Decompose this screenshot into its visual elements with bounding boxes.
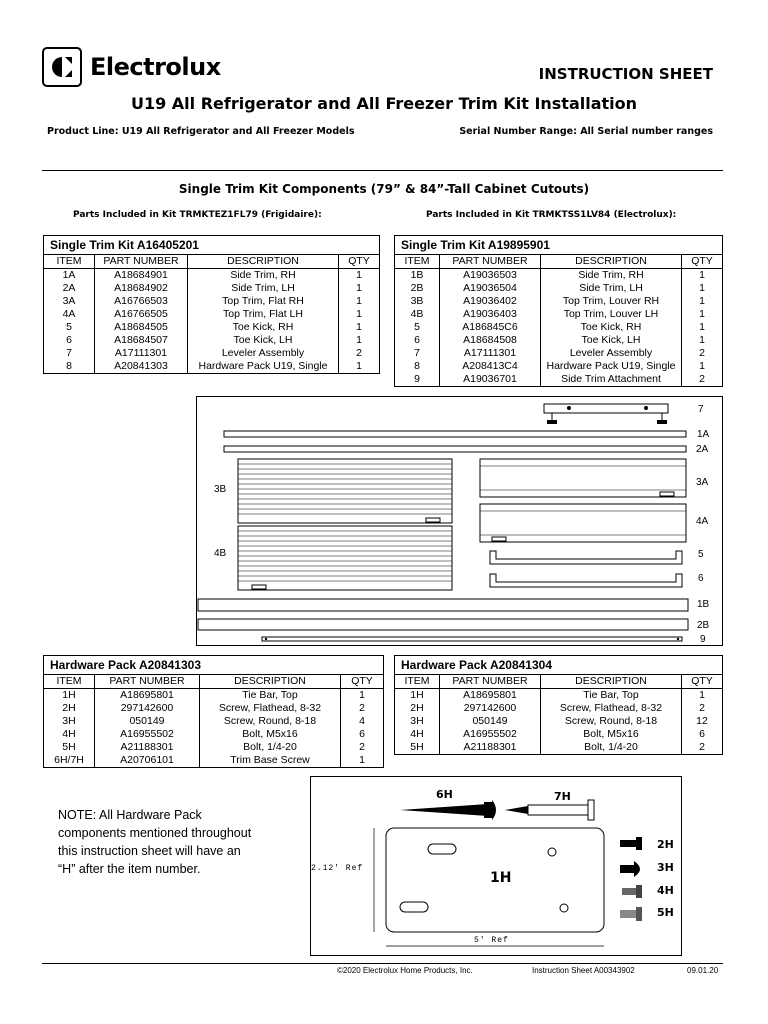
table-title: Hardware Pack A20841304	[395, 656, 723, 675]
page-title: U19 All Refrigerator and All Freezer Trim Kit Installation	[130, 94, 638, 113]
table-row	[44, 334, 380, 347]
col-item: ITEM	[44, 675, 95, 689]
cell-item: 7	[414, 347, 420, 359]
cell-item: 2A	[62, 282, 76, 294]
cell-description: Screw, Round, 8-18	[200, 715, 341, 728]
hardware-note	[58, 806, 258, 878]
cell-qty: 2	[682, 702, 723, 715]
label-4h: 4H	[657, 884, 674, 897]
footer-divider	[42, 963, 723, 964]
table-title: Single Trim Kit A16405201	[44, 236, 380, 255]
cell-qty: 1	[682, 334, 723, 347]
cell-qty: 1	[682, 308, 723, 321]
cell-qty: 1	[341, 689, 384, 703]
label-3h: 3H	[657, 861, 674, 874]
top-trim-louver-3b-part	[238, 459, 452, 523]
cell-qty: 6	[341, 728, 384, 741]
screw-flathead-2h	[620, 837, 642, 850]
col-part-number: PART NUMBER	[95, 255, 188, 269]
cell-description: Hardware Pack U19, Single	[188, 360, 339, 374]
label-3b: 3B	[214, 484, 227, 495]
cell-description: Top Trim, Louver LH	[541, 308, 682, 321]
label-1h: 1H	[490, 870, 512, 886]
cell-item: 1B	[410, 269, 424, 281]
cell-qty: 1	[682, 689, 723, 703]
cell-part-number: A17111301	[95, 347, 188, 360]
label-2a: 2A	[696, 444, 709, 455]
cell-description: Side Trim Attachment	[541, 373, 682, 387]
col-description: DESCRIPTION	[188, 255, 339, 269]
cell-description: Side Trim, RH	[188, 269, 339, 283]
table-row	[395, 360, 723, 373]
cell-description: Tie Bar, Top	[200, 689, 341, 703]
cell-item: 3H	[62, 715, 76, 727]
cell-part-number: A19036503	[440, 269, 541, 283]
side-trim-1b-part	[198, 599, 688, 611]
cell-qty: 2	[341, 741, 384, 754]
cell-part-number: A18684508	[440, 334, 541, 347]
brand-logo	[42, 44, 232, 90]
table-row	[395, 715, 723, 728]
trim-base-screw-6h	[400, 800, 496, 820]
side-trim-2b-part	[198, 619, 688, 630]
height-ref: 2.12' Ref	[311, 864, 364, 873]
cell-part-number: A18684507	[95, 334, 188, 347]
cell-qty: 1	[339, 334, 380, 347]
cell-part-number: A16766503	[95, 295, 188, 308]
table-row	[44, 741, 384, 754]
cell-qty: 2	[682, 741, 723, 755]
cell-item: 3H	[410, 715, 424, 727]
label-1a: 1A	[697, 429, 710, 440]
table-row	[44, 360, 380, 374]
footer-sheet-number: Instruction Sheet A00343902	[532, 966, 635, 975]
top-trim-flat-3a-part	[480, 459, 686, 497]
label-2h: 2H	[657, 838, 674, 851]
cell-part-number: A16955502	[95, 728, 200, 741]
cell-item: 2B	[410, 282, 424, 294]
table-title: Hardware Pack A20841303	[44, 656, 384, 675]
col-description: DESCRIPTION	[200, 675, 341, 689]
cell-part-number: A17111301	[440, 347, 541, 360]
document-type: INSTRUCTION SHEET	[538, 65, 713, 83]
col-qty: QTY	[341, 675, 384, 689]
cell-description: Side Trim, RH	[541, 269, 682, 283]
table-row	[395, 321, 723, 334]
right-kit-label: Parts Included in Kit TRMKTSS1LV84 (Electrolux):	[426, 210, 677, 220]
cell-part-number: A18684505	[95, 321, 188, 334]
table-row	[395, 741, 723, 755]
top-trim-flat-4a-part	[480, 504, 686, 542]
cell-description: Bolt, M5x16	[541, 728, 682, 741]
cell-qty: 2	[682, 347, 723, 360]
screw-round-3h	[620, 861, 640, 877]
serial-range: Serial Number Range: All Serial number ranges	[459, 126, 713, 137]
cell-qty: 1	[339, 282, 380, 295]
cell-description: Top Trim, Flat RH	[188, 295, 339, 308]
col-qty: QTY	[339, 255, 380, 269]
cell-item: 6	[66, 334, 72, 346]
cell-description: Screw, Flathead, 8-32	[200, 702, 341, 715]
cell-item: 6	[414, 334, 420, 346]
cell-part-number: 297142600	[95, 702, 200, 715]
cell-part-number: 050149	[440, 715, 541, 728]
cell-part-number: A16766505	[95, 308, 188, 321]
cell-qty: 1	[682, 295, 723, 308]
cell-part-number: 050149	[95, 715, 200, 728]
cell-qty: 1	[682, 360, 723, 373]
table-row	[44, 689, 384, 703]
cell-part-number: A19036701	[440, 373, 541, 387]
trim-kit-left-table	[43, 235, 380, 374]
cell-item: 3B	[410, 295, 424, 307]
table-row	[44, 702, 384, 715]
cell-item: 8	[414, 360, 420, 372]
cell-item: 5	[66, 321, 72, 333]
cell-description: Top Trim, Flat LH	[188, 308, 339, 321]
table-row	[44, 347, 380, 360]
cell-item: 1H	[410, 689, 424, 701]
cell-description: Bolt, M5x16	[200, 728, 341, 741]
label-2b: 2B	[697, 620, 710, 631]
cell-part-number: A20706101	[95, 754, 200, 768]
col-item: ITEM	[395, 675, 440, 689]
hardware-diagram	[310, 776, 682, 956]
label-9: 9	[700, 634, 706, 645]
cell-description: Toe Kick, RH	[541, 321, 682, 334]
table-title: Single Trim Kit A19895901	[395, 236, 723, 255]
col-part-number: PART NUMBER	[440, 255, 541, 269]
cell-item: 3A	[62, 295, 76, 307]
cell-part-number: A19036402	[440, 295, 541, 308]
cell-part-number: A21188301	[95, 741, 200, 754]
hardware-pack-left-table	[43, 655, 384, 768]
cell-qty: 1	[339, 360, 380, 374]
cell-description: Side Trim, LH	[541, 282, 682, 295]
table-row	[44, 715, 384, 728]
cell-description: Leveler Assembly	[541, 347, 682, 360]
bolt-m5x16-4h	[622, 885, 642, 898]
cell-qty: 1	[682, 269, 723, 283]
table-row	[395, 282, 723, 295]
width-ref: 5' Ref	[474, 936, 509, 945]
components-heading: Single Trim Kit Components (79” & 84”-Tall Cabinet Cutouts)	[178, 182, 590, 196]
table-row	[44, 321, 380, 334]
table-row	[395, 334, 723, 347]
footer-date: 09.01.20	[687, 966, 719, 975]
cell-description: Bolt, 1/4-20	[541, 741, 682, 755]
col-item: ITEM	[395, 255, 440, 269]
cell-qty: 1	[682, 282, 723, 295]
label-1b: 1B	[697, 599, 710, 610]
trim-kit-right-table	[394, 235, 723, 387]
cell-qty: 1	[339, 269, 380, 283]
cell-qty: 1	[339, 321, 380, 334]
brand-name: Electrolux	[90, 53, 221, 81]
cell-item: 4A	[62, 308, 76, 320]
cell-qty: 1	[341, 754, 384, 768]
cell-description: Side Trim, LH	[188, 282, 339, 295]
side-trim-attachment-part	[262, 637, 682, 641]
label-7h: 7H	[554, 790, 571, 803]
cell-part-number: A20841303	[95, 360, 188, 374]
label-6: 6	[698, 573, 704, 584]
cell-description: Top Trim, Louver RH	[541, 295, 682, 308]
cell-qty: 6	[682, 728, 723, 741]
cell-part-number: A186845C6	[440, 321, 541, 334]
cell-description: Tie Bar, Top	[541, 689, 682, 703]
cell-item: 1A	[62, 269, 76, 281]
cell-part-number: 297142600	[440, 702, 541, 715]
side-trim-2a-part	[224, 446, 686, 452]
table-row	[44, 728, 384, 741]
cell-qty: 1	[682, 321, 723, 334]
cell-item: 2H	[410, 702, 424, 714]
col-part-number: PART NUMBER	[95, 675, 200, 689]
col-qty: QTY	[682, 255, 723, 269]
cell-qty: 2	[682, 373, 723, 387]
table-row	[395, 308, 723, 321]
table-row	[395, 347, 723, 360]
col-item: ITEM	[44, 255, 95, 269]
cell-qty: 4	[341, 715, 384, 728]
cell-item: 4B	[410, 308, 424, 320]
side-trim-1a-part	[224, 431, 686, 437]
cell-part-number: A19036403	[440, 308, 541, 321]
table-row	[44, 308, 380, 321]
divider	[42, 170, 723, 171]
left-kit-label: Parts Included in Kit TRMKTEZ1FL79 (Frigidaire):	[73, 210, 322, 220]
cell-item: 4H	[410, 728, 424, 740]
cell-description: Trim Base Screw	[200, 754, 341, 768]
table-row	[44, 754, 384, 768]
table-row	[44, 282, 380, 295]
footer-copyright: ©2020 Electrolux Home Products, Inc.	[337, 966, 473, 975]
cell-description: Screw, Flathead, 8-32	[541, 702, 682, 715]
cell-description: Hardware Pack U19, Single	[541, 360, 682, 373]
cell-item: 6H/7H	[54, 754, 84, 766]
table-row	[395, 295, 723, 308]
cell-item: 8	[66, 360, 72, 372]
cell-description: Toe Kick, RH	[188, 321, 339, 334]
cell-qty: 1	[339, 308, 380, 321]
note-text: : All Hardware Pack components mentioned throughout this instruction sheet will have an “H” after the item number.	[58, 808, 252, 876]
product-line: Product Line: U19 All Refrigerator and All Freezer Models	[47, 126, 355, 137]
col-part-number: PART NUMBER	[440, 675, 541, 689]
screw-7h	[505, 800, 594, 820]
toe-kick-5-part	[490, 551, 682, 564]
cell-item: 4H	[62, 728, 76, 740]
label-7: 7	[698, 404, 704, 415]
col-description: DESCRIPTION	[541, 675, 682, 689]
cell-item: 5	[414, 321, 420, 333]
label-4b: 4B	[214, 548, 227, 559]
cell-description: Bolt, 1/4-20	[200, 741, 341, 754]
col-qty: QTY	[682, 675, 723, 689]
cell-description: Toe Kick, LH	[541, 334, 682, 347]
cell-part-number: A16955502	[440, 728, 541, 741]
label-3a: 3A	[696, 477, 709, 488]
cell-description: Screw, Round, 8-18	[541, 715, 682, 728]
cell-qty: 12	[682, 715, 723, 728]
cell-item: 9	[414, 373, 420, 385]
col-description: DESCRIPTION	[541, 255, 682, 269]
table-row	[395, 702, 723, 715]
cell-item: 2H	[62, 702, 76, 714]
cell-part-number: A18684902	[95, 282, 188, 295]
cell-part-number: A18695801	[95, 689, 200, 703]
cell-qty: 1	[339, 295, 380, 308]
label-6h: 6H	[436, 788, 453, 801]
cell-item: 5H	[410, 741, 424, 753]
trim-parts-diagram	[196, 396, 723, 646]
note-prefix: NOTE	[58, 808, 93, 822]
label-5h: 5H	[657, 906, 674, 919]
label-5: 5	[698, 549, 704, 560]
top-trim-louver-4b-part	[238, 526, 452, 590]
table-row	[44, 295, 380, 308]
bolt-quarter-20-5h	[620, 907, 642, 921]
cell-description: Toe Kick, LH	[188, 334, 339, 347]
toe-kick-6-part	[490, 574, 682, 587]
leveler-assembly-part	[544, 404, 668, 424]
cell-part-number: A18695801	[440, 689, 541, 703]
cell-part-number: A18684901	[95, 269, 188, 283]
cell-part-number: A208413C4	[440, 360, 541, 373]
cell-part-number: A21188301	[440, 741, 541, 755]
label-4a: 4A	[696, 516, 709, 527]
table-row	[395, 269, 723, 283]
cell-item: 5H	[62, 741, 76, 753]
table-row	[395, 689, 723, 703]
table-row	[395, 728, 723, 741]
cell-item: 7	[66, 347, 72, 359]
table-row	[395, 373, 723, 387]
electrolux-logo-icon	[42, 47, 82, 87]
hardware-pack-right-table	[394, 655, 723, 755]
cell-description: Leveler Assembly	[188, 347, 339, 360]
table-row	[44, 269, 380, 283]
cell-part-number: A19036504	[440, 282, 541, 295]
cell-item: 1H	[62, 689, 76, 701]
cell-qty: 2	[339, 347, 380, 360]
cell-qty: 2	[341, 702, 384, 715]
